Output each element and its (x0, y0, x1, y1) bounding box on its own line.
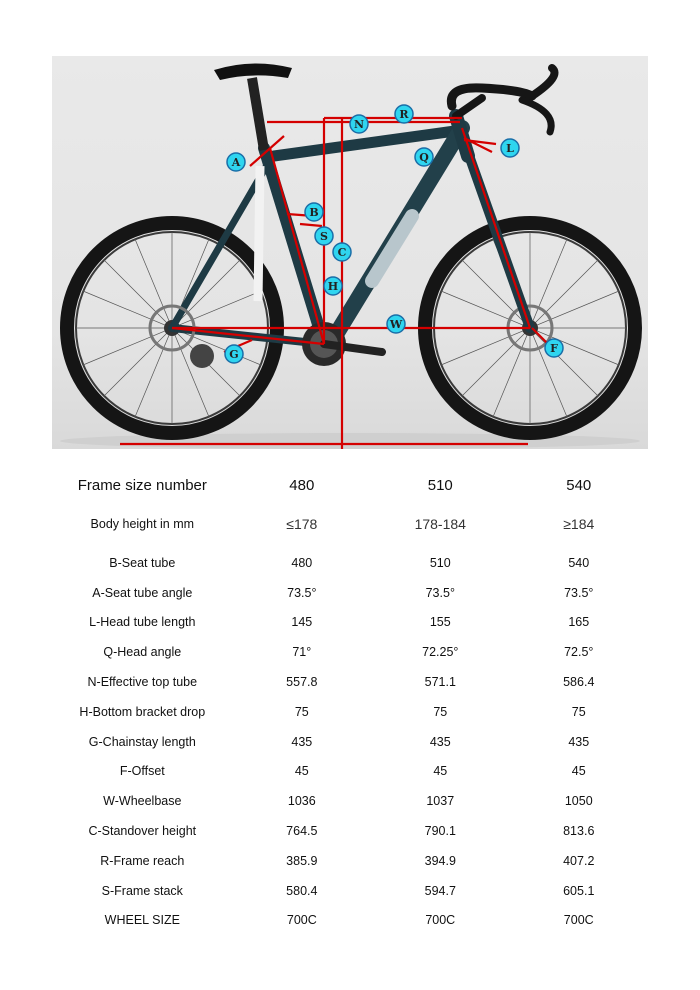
cell: 605.1 (563, 883, 595, 898)
cell: 385.9 (286, 853, 318, 868)
svg-text:S: S (320, 230, 328, 243)
table-row (52, 727, 648, 757)
table-row (52, 757, 648, 787)
marker-s (315, 227, 333, 245)
table-row (52, 697, 648, 727)
cell: 580.4 (286, 883, 318, 898)
svg-text:G: G (229, 348, 239, 361)
row-label: Body height in mm (90, 517, 195, 531)
cell: 73.5° (564, 585, 594, 600)
svg-text:B: B (309, 206, 319, 219)
table-row (52, 816, 648, 846)
row-label: F-Offset (119, 764, 165, 779)
marker-b (305, 203, 323, 221)
svg-text:L: L (506, 142, 514, 155)
row-label: L-Head tube length (89, 615, 196, 630)
row-label: G-Chainstay length (88, 734, 196, 749)
bike-geometry-photo (52, 56, 648, 449)
cell: 510 (429, 555, 451, 570)
cell: 764.5 (286, 824, 318, 839)
row-label: H-Bottom bracket drop (79, 704, 206, 719)
cell: 145 (291, 615, 313, 630)
cell: 75 (294, 704, 309, 719)
row-label: N-Effective top tube (87, 675, 198, 690)
table-row (52, 876, 648, 906)
marker-c (333, 243, 351, 261)
cell: 72.25° (422, 645, 459, 660)
cell: 1036 (287, 794, 316, 809)
header-label: Frame size number (77, 476, 207, 494)
cell: 75 (433, 704, 448, 719)
row-label: W-Wheelbase (103, 794, 182, 809)
cell: 45 (571, 764, 586, 779)
table-header-row (52, 470, 648, 500)
cell: ≤178 (286, 516, 318, 532)
header-size-540: 540 (566, 476, 592, 494)
svg-text:F: F (550, 342, 558, 355)
cell: 586.4 (563, 675, 595, 690)
table-row (52, 578, 648, 608)
table-row (52, 608, 648, 638)
table-row (52, 637, 648, 667)
svg-text:R: R (399, 108, 409, 121)
cell: 480 (291, 555, 313, 570)
cell: 73.5° (287, 585, 317, 600)
svg-text:W: W (389, 318, 403, 331)
cell: 594.7 (424, 883, 456, 898)
cell: 45 (433, 764, 448, 779)
svg-text:N: N (353, 118, 365, 131)
cell: ≥184 (563, 516, 595, 532)
row-label: C-Standover height (88, 824, 197, 839)
marker-a (227, 153, 245, 171)
table-row (52, 846, 648, 876)
cell: 45 (294, 764, 309, 779)
header-size-510: 510 (427, 476, 453, 494)
cell: 72.5° (564, 645, 594, 660)
table-row (52, 548, 648, 578)
table-row (52, 667, 648, 697)
cell: 178-184 (414, 516, 466, 532)
svg-text:C: C (337, 246, 347, 259)
bike-diagram (52, 56, 648, 449)
header-size-480: 480 (289, 476, 315, 494)
marker-l (501, 139, 519, 157)
table-row (52, 906, 648, 936)
table-row (52, 786, 648, 816)
cell: 165 (568, 615, 590, 630)
cell: 155 (429, 615, 451, 630)
marker-g (225, 345, 243, 363)
cell: 700C (425, 913, 456, 928)
marker-w (387, 315, 405, 333)
svg-text:Q: Q (419, 151, 429, 164)
row-label: WHEEL SIZE (104, 913, 180, 928)
cell: 394.9 (424, 853, 456, 868)
cell: 71° (292, 645, 312, 660)
row-label: A-Seat tube angle (92, 585, 193, 600)
row-label: S-Frame stack (101, 883, 183, 898)
cell: 790.1 (424, 824, 456, 839)
marker-f (545, 339, 563, 357)
geometry-table (52, 470, 648, 935)
marker-n (350, 115, 368, 133)
table-row-body-height (52, 500, 648, 548)
cell: 700C (563, 913, 594, 928)
cell: 557.8 (286, 675, 318, 690)
row-label: R-Frame reach (100, 853, 185, 868)
cell: 1037 (426, 794, 455, 809)
row-label: Q-Head angle (103, 645, 182, 660)
cell: 435 (291, 734, 313, 749)
cell: 73.5° (425, 585, 455, 600)
cell: 75 (571, 704, 586, 719)
cell: 540 (568, 555, 590, 570)
marker-q (415, 148, 433, 166)
marker-h (324, 277, 342, 295)
svg-text:A: A (231, 156, 241, 169)
row-label: B-Seat tube (109, 555, 176, 570)
cell: 1050 (564, 794, 593, 809)
marker-r (395, 105, 413, 123)
cell: 571.1 (424, 675, 456, 690)
cell: 700C (286, 913, 317, 928)
cell: 813.6 (563, 824, 595, 839)
cell: 435 (568, 734, 590, 749)
svg-text:H: H (327, 280, 339, 293)
cell: 435 (429, 734, 451, 749)
cell: 407.2 (563, 853, 595, 868)
